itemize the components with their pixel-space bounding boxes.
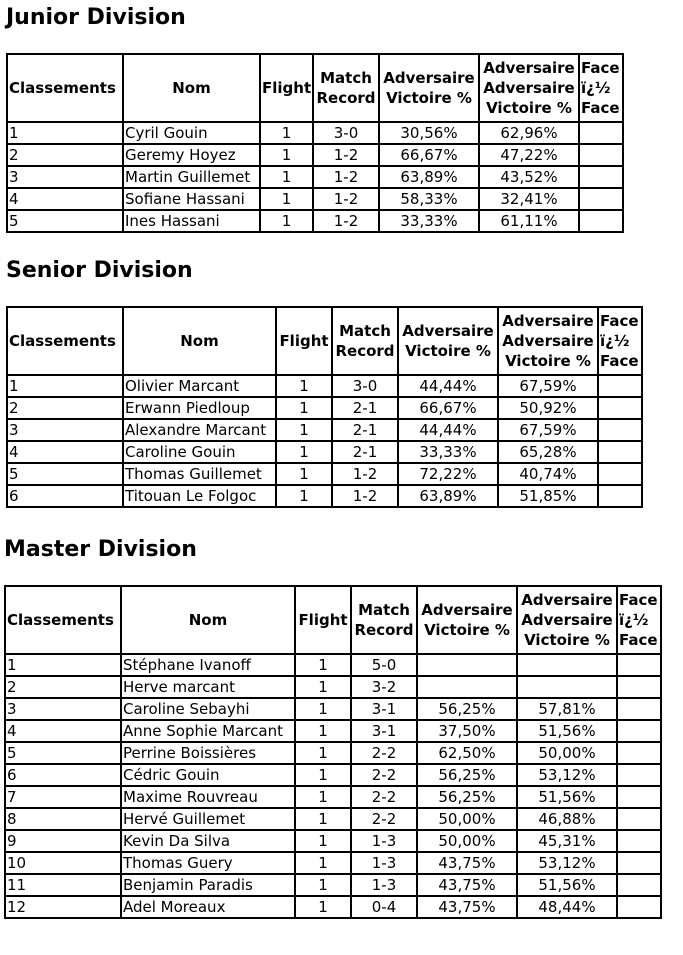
- face-a-face-cell: [617, 808, 661, 830]
- header-line: Adversaire: [502, 332, 594, 350]
- col-header-name: Nom: [123, 307, 276, 375]
- opp-opp-win-cell: 51,56%: [517, 874, 617, 896]
- name-cell: Benjamin Paradis: [121, 874, 295, 896]
- name-cell: Martin Guillemet: [123, 166, 260, 188]
- name-cell: Perrine Boissières: [121, 742, 295, 764]
- opp-opp-win-cell: 50,92%: [498, 397, 598, 419]
- junior-table-wrap: [6, 53, 624, 233]
- col-header-name: Nom: [121, 586, 295, 654]
- opp-win-cell: 56,25%: [417, 786, 517, 808]
- opp-win-cell: 43,75%: [417, 852, 517, 874]
- master-table-wrap: [4, 585, 662, 919]
- table-row: [5, 896, 661, 918]
- face-a-face-cell: [617, 698, 661, 720]
- flight-cell: 1: [276, 441, 332, 463]
- opp-win-cell: 30,56%: [379, 122, 479, 144]
- col-header-opp-win: [379, 54, 479, 122]
- col-header-match-record: [351, 586, 417, 654]
- col-header-rank: Classements: [7, 54, 123, 122]
- name-cell: Anne Sophie Marcant: [121, 720, 295, 742]
- rank-cell: 1: [5, 654, 121, 676]
- rank-cell: 10: [5, 852, 121, 874]
- opp-win-cell: 33,33%: [379, 210, 479, 232]
- table-row: [5, 764, 661, 786]
- header-line: Record: [354, 621, 414, 639]
- rank-cell: 1: [7, 122, 123, 144]
- header-line: Adversaire: [521, 591, 613, 609]
- table-row: [5, 698, 661, 720]
- col-header-opp-opp-win: [498, 307, 598, 375]
- record-cell: 2-1: [332, 397, 398, 419]
- record-cell: 2-2: [351, 808, 417, 830]
- flight-cell: 1: [295, 654, 351, 676]
- header-line: ï¿½: [600, 332, 630, 350]
- face-a-face-cell: [617, 654, 661, 676]
- name-cell: Sofiane Hassani: [123, 188, 260, 210]
- opp-opp-win-cell: 32,41%: [479, 188, 579, 210]
- record-cell: 2-2: [351, 764, 417, 786]
- col-header-rank: Classements: [7, 307, 123, 375]
- name-cell: Olivier Marcant: [123, 375, 276, 397]
- record-cell: 2-1: [332, 441, 398, 463]
- flight-cell: 1: [295, 808, 351, 830]
- flight-cell: 1: [295, 830, 351, 852]
- name-cell: Herve marcant: [121, 676, 295, 698]
- header-line: Record: [335, 342, 395, 360]
- rank-cell: 4: [7, 188, 123, 210]
- header-line: Adversaire: [483, 59, 575, 77]
- flight-cell: 1: [295, 676, 351, 698]
- opp-win-cell: 63,89%: [398, 485, 498, 507]
- header-line: Adversaire: [502, 312, 594, 330]
- table-row: [5, 742, 661, 764]
- rank-cell: 4: [5, 720, 121, 742]
- opp-opp-win-cell: 51,56%: [517, 786, 617, 808]
- name-cell: Cyril Gouin: [123, 122, 260, 144]
- face-a-face-cell: [598, 441, 642, 463]
- senior-table-wrap: [6, 306, 643, 508]
- flight-cell: 1: [295, 786, 351, 808]
- header-line: Face: [619, 591, 658, 609]
- face-a-face-cell: [579, 166, 623, 188]
- table-row: [5, 852, 661, 874]
- name-cell: Cédric Gouin: [121, 764, 295, 786]
- header-line: Adversaire: [383, 69, 475, 87]
- rank-cell: 6: [7, 485, 123, 507]
- name-cell: Erwann Piedloup: [123, 397, 276, 419]
- opp-opp-win-cell: 51,85%: [498, 485, 598, 507]
- opp-opp-win-cell: [517, 654, 617, 676]
- name-cell: Adel Moreaux: [121, 896, 295, 918]
- senior-division-section: [6, 258, 193, 284]
- header-line: ï¿½: [581, 79, 611, 97]
- flight-cell: 1: [260, 166, 313, 188]
- col-header-rank: Classements: [5, 586, 121, 654]
- col-header-face-a-face: [598, 307, 642, 375]
- record-cell: 1-2: [313, 188, 379, 210]
- division-title: Junior Division: [6, 5, 186, 30]
- record-cell: 3-0: [313, 122, 379, 144]
- flight-cell: 1: [295, 698, 351, 720]
- header-line: Victoire %: [405, 342, 491, 360]
- record-cell: 2-2: [351, 742, 417, 764]
- face-a-face-cell: [617, 874, 661, 896]
- record-cell: 2-1: [332, 419, 398, 441]
- header-line: Match: [339, 322, 391, 340]
- record-cell: 3-1: [351, 698, 417, 720]
- face-a-face-cell: [617, 852, 661, 874]
- table-row: [7, 463, 642, 485]
- col-header-opp-win: [398, 307, 498, 375]
- opp-opp-win-cell: 61,11%: [479, 210, 579, 232]
- name-cell: Alexandre Marcant: [123, 419, 276, 441]
- rank-cell: 12: [5, 896, 121, 918]
- opp-win-cell: 44,44%: [398, 419, 498, 441]
- opp-opp-win-cell: 67,59%: [498, 375, 598, 397]
- header-line: Victoire %: [524, 631, 610, 649]
- flight-cell: 1: [295, 742, 351, 764]
- name-cell: Hervé Guillemet: [121, 808, 295, 830]
- table-row: [5, 808, 661, 830]
- rank-cell: 11: [5, 874, 121, 896]
- col-header-match-record: [313, 54, 379, 122]
- header-line: Victoire %: [386, 89, 472, 107]
- face-a-face-cell: [598, 375, 642, 397]
- flight-cell: 1: [260, 210, 313, 232]
- name-cell: Thomas Guery: [121, 852, 295, 874]
- header-line: Face: [581, 59, 620, 77]
- opp-win-cell: 72,22%: [398, 463, 498, 485]
- col-header-face-a-face: [579, 54, 623, 122]
- opp-opp-win-cell: 45,31%: [517, 830, 617, 852]
- table-row: [7, 166, 623, 188]
- rank-cell: 8: [5, 808, 121, 830]
- rank-cell: 6: [5, 764, 121, 786]
- header-line: Victoire %: [486, 99, 572, 117]
- opp-win-cell: 66,67%: [379, 144, 479, 166]
- table-row: [5, 786, 661, 808]
- header-line: Adversaire: [421, 601, 513, 619]
- opp-opp-win-cell: 46,88%: [517, 808, 617, 830]
- header-line: Victoire %: [424, 621, 510, 639]
- flight-cell: 1: [295, 874, 351, 896]
- rank-cell: 2: [7, 397, 123, 419]
- record-cell: 1-2: [313, 166, 379, 188]
- rank-cell: 2: [7, 144, 123, 166]
- header-line: ï¿½: [619, 611, 649, 629]
- col-header-flight: Flight: [295, 586, 351, 654]
- master-division-section: [4, 537, 197, 563]
- face-a-face-cell: [617, 896, 661, 918]
- header-row: [5, 586, 661, 654]
- rank-cell: 9: [5, 830, 121, 852]
- record-cell: 5-0: [351, 654, 417, 676]
- record-cell: 2-2: [351, 786, 417, 808]
- table-row: [7, 210, 623, 232]
- name-cell: Ines Hassani: [123, 210, 260, 232]
- division-title: Senior Division: [6, 258, 193, 283]
- rank-cell: 3: [5, 698, 121, 720]
- name-cell: Caroline Gouin: [123, 441, 276, 463]
- face-a-face-cell: [617, 830, 661, 852]
- opp-win-cell: 62,50%: [417, 742, 517, 764]
- standings-table-junior: [6, 53, 624, 233]
- opp-opp-win-cell: 53,12%: [517, 764, 617, 786]
- opp-opp-win-cell: [517, 676, 617, 698]
- name-cell: Maxime Rouvreau: [121, 786, 295, 808]
- flight-cell: 1: [276, 375, 332, 397]
- rank-cell: 2: [5, 676, 121, 698]
- col-header-opp-opp-win: [517, 586, 617, 654]
- opp-opp-win-cell: 65,28%: [498, 441, 598, 463]
- col-header-opp-win: [417, 586, 517, 654]
- opp-opp-win-cell: 53,12%: [517, 852, 617, 874]
- opp-win-cell: 37,50%: [417, 720, 517, 742]
- header-line: Face: [619, 631, 658, 649]
- flight-cell: 1: [276, 485, 332, 507]
- header-line: Face: [581, 99, 620, 117]
- table-row: [7, 188, 623, 210]
- header-line: Adversaire: [402, 322, 494, 340]
- opp-win-cell: 56,25%: [417, 764, 517, 786]
- name-cell: Thomas Guillemet: [123, 463, 276, 485]
- table-row: [7, 419, 642, 441]
- header-row: [7, 54, 623, 122]
- header-line: Adversaire: [483, 79, 575, 97]
- flight-cell: 1: [260, 122, 313, 144]
- header-line: Face: [600, 352, 639, 370]
- opp-win-cell: [417, 654, 517, 676]
- opp-opp-win-cell: 43,52%: [479, 166, 579, 188]
- col-header-name: Nom: [123, 54, 260, 122]
- opp-opp-win-cell: 48,44%: [517, 896, 617, 918]
- col-header-opp-opp-win: [479, 54, 579, 122]
- face-a-face-cell: [617, 786, 661, 808]
- standings-table-master: [4, 585, 662, 919]
- opp-opp-win-cell: 57,81%: [517, 698, 617, 720]
- name-cell: Caroline Sebayhi: [121, 698, 295, 720]
- opp-opp-win-cell: 40,74%: [498, 463, 598, 485]
- name-cell: Geremy Hoyez: [123, 144, 260, 166]
- record-cell: 0-4: [351, 896, 417, 918]
- table-row: [7, 375, 642, 397]
- flight-cell: 1: [260, 188, 313, 210]
- face-a-face-cell: [598, 485, 642, 507]
- table-row: [5, 830, 661, 852]
- record-cell: 3-2: [351, 676, 417, 698]
- header-row: [7, 307, 642, 375]
- name-cell: Titouan Le Folgoc: [123, 485, 276, 507]
- standings-table-senior: [6, 306, 643, 508]
- opp-win-cell: 66,67%: [398, 397, 498, 419]
- flight-cell: 1: [295, 852, 351, 874]
- opp-win-cell: 50,00%: [417, 830, 517, 852]
- rank-cell: 1: [7, 375, 123, 397]
- table-row: [5, 874, 661, 896]
- table-row: [7, 397, 642, 419]
- header-line: Match: [358, 601, 410, 619]
- record-cell: 3-0: [332, 375, 398, 397]
- junior-division-section: [6, 5, 186, 31]
- header-line: Record: [316, 89, 376, 107]
- name-cell: Kevin Da Silva: [121, 830, 295, 852]
- rank-cell: 4: [7, 441, 123, 463]
- name-cell: Stéphane Ivanoff: [121, 654, 295, 676]
- rank-cell: 5: [7, 210, 123, 232]
- header-line: Victoire %: [505, 352, 591, 370]
- rank-cell: 3: [7, 166, 123, 188]
- record-cell: 1-3: [351, 874, 417, 896]
- record-cell: 1-2: [332, 485, 398, 507]
- face-a-face-cell: [598, 397, 642, 419]
- col-header-face-a-face: [617, 586, 661, 654]
- record-cell: 3-1: [351, 720, 417, 742]
- face-a-face-cell: [579, 210, 623, 232]
- face-a-face-cell: [598, 463, 642, 485]
- division-title: Master Division: [4, 537, 197, 562]
- flight-cell: 1: [276, 397, 332, 419]
- record-cell: 1-3: [351, 830, 417, 852]
- face-a-face-cell: [617, 720, 661, 742]
- record-cell: 1-2: [332, 463, 398, 485]
- header-line: Match: [320, 69, 372, 87]
- rank-cell: 5: [5, 742, 121, 764]
- flight-cell: 1: [276, 419, 332, 441]
- opp-win-cell: 58,33%: [379, 188, 479, 210]
- flight-cell: 1: [276, 463, 332, 485]
- record-cell: 1-2: [313, 144, 379, 166]
- face-a-face-cell: [598, 419, 642, 441]
- opp-opp-win-cell: 51,56%: [517, 720, 617, 742]
- opp-win-cell: 50,00%: [417, 808, 517, 830]
- face-a-face-cell: [617, 742, 661, 764]
- header-line: Face: [600, 312, 639, 330]
- opp-win-cell: 44,44%: [398, 375, 498, 397]
- rank-cell: 7: [5, 786, 121, 808]
- opp-opp-win-cell: 50,00%: [517, 742, 617, 764]
- face-a-face-cell: [617, 764, 661, 786]
- face-a-face-cell: [579, 122, 623, 144]
- rank-cell: 3: [7, 419, 123, 441]
- opp-opp-win-cell: 62,96%: [479, 122, 579, 144]
- col-header-flight: Flight: [260, 54, 313, 122]
- flight-cell: 1: [295, 764, 351, 786]
- face-a-face-cell: [579, 144, 623, 166]
- flight-cell: 1: [295, 720, 351, 742]
- opp-opp-win-cell: 67,59%: [498, 419, 598, 441]
- opp-win-cell: 33,33%: [398, 441, 498, 463]
- opp-win-cell: 56,25%: [417, 698, 517, 720]
- face-a-face-cell: [579, 188, 623, 210]
- record-cell: 1-2: [313, 210, 379, 232]
- opp-win-cell: 43,75%: [417, 874, 517, 896]
- table-row: [7, 144, 623, 166]
- table-row: [5, 676, 661, 698]
- flight-cell: 1: [260, 144, 313, 166]
- table-row: [5, 720, 661, 742]
- table-row: [7, 485, 642, 507]
- table-row: [7, 441, 642, 463]
- col-header-flight: Flight: [276, 307, 332, 375]
- opp-win-cell: 63,89%: [379, 166, 479, 188]
- rank-cell: 5: [7, 463, 123, 485]
- record-cell: 1-3: [351, 852, 417, 874]
- col-header-match-record: [332, 307, 398, 375]
- table-row: [7, 122, 623, 144]
- table-row: [5, 654, 661, 676]
- flight-cell: 1: [295, 896, 351, 918]
- opp-win-cell: [417, 676, 517, 698]
- opp-win-cell: 43,75%: [417, 896, 517, 918]
- opp-opp-win-cell: 47,22%: [479, 144, 579, 166]
- face-a-face-cell: [617, 676, 661, 698]
- header-line: Adversaire: [521, 611, 613, 629]
